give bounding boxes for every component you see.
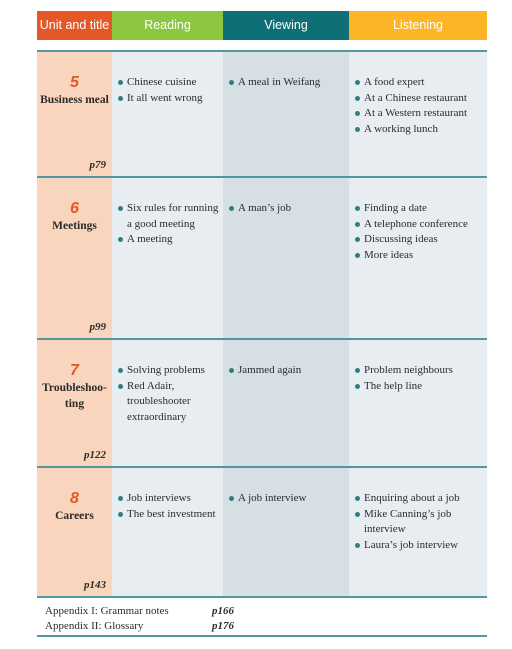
listening-list — [355, 201, 487, 263]
unit-page: p122 — [84, 449, 106, 461]
listening-item: A telephone conference — [355, 217, 487, 233]
reading-item: Red Adair, troubleshooter extraordinary — [118, 379, 223, 426]
unit-cell — [37, 340, 112, 466]
reading-cell — [112, 52, 223, 176]
listening-item: Laura’s job interview — [355, 538, 487, 554]
unit-cell — [37, 52, 112, 176]
viewing-list — [229, 491, 349, 507]
reading-list — [118, 75, 223, 106]
appendix-label: Appendix II: Glossary — [45, 620, 144, 632]
listening-item: At a Western restaurant — [355, 106, 487, 122]
unit-title: Careers — [55, 510, 94, 522]
reading-list — [118, 363, 223, 425]
unit-page: p79 — [89, 159, 106, 171]
unit-page: p143 — [84, 579, 106, 591]
listening-item: Enquiring about a job — [355, 491, 487, 507]
viewing-cell — [223, 178, 349, 338]
reading-list — [118, 201, 223, 248]
viewing-item: Jammed again — [229, 363, 349, 379]
appendix-line — [45, 604, 234, 619]
listening-item: A food expert — [355, 75, 487, 91]
reading-item: Chinese cuisine — [118, 75, 223, 91]
unit-page: p99 — [89, 321, 106, 333]
header-listening: Listening — [349, 11, 487, 40]
viewing-list — [229, 363, 349, 379]
listening-list — [355, 75, 487, 137]
appendix-page: p166 — [212, 605, 234, 617]
listening-item: More ideas — [355, 248, 487, 264]
listening-list — [355, 491, 487, 553]
unit-title: Meetings — [52, 220, 97, 232]
table-header — [37, 11, 487, 40]
appendix-section — [37, 598, 487, 637]
reading-cell — [112, 340, 223, 466]
listening-cell — [349, 52, 487, 176]
appendix-page: p176 — [212, 620, 234, 632]
appendix-line — [45, 619, 234, 634]
unit-row — [37, 178, 487, 340]
listening-item: The help line — [355, 379, 487, 395]
viewing-list — [229, 75, 349, 91]
unit-row — [37, 52, 487, 178]
unit-number: 6 — [70, 200, 79, 217]
reading-item: The best investment — [118, 507, 223, 523]
contents-table — [37, 11, 487, 637]
reading-list — [118, 491, 223, 522]
listening-item: Discussing ideas — [355, 232, 487, 248]
unit-row — [37, 340, 487, 468]
listening-item: Mike Canning’s job interview — [355, 507, 487, 538]
listening-item: Problem neighbours — [355, 363, 487, 379]
viewing-cell — [223, 340, 349, 466]
unit-title: Business meal — [40, 94, 109, 106]
unit-title: Troubleshoo-ting — [42, 382, 107, 410]
reading-item: It all went wrong — [118, 91, 223, 107]
reading-item: Solving problems — [118, 363, 223, 379]
unit-number: 7 — [70, 362, 79, 379]
viewing-list — [229, 201, 349, 217]
reading-item: A meeting — [118, 232, 223, 248]
reading-cell — [112, 468, 223, 596]
header-reading: Reading — [112, 11, 223, 40]
unit-number: 5 — [70, 74, 79, 91]
viewing-item: A man’s job — [229, 201, 349, 217]
viewing-cell — [223, 468, 349, 596]
unit-cell — [37, 468, 112, 596]
reading-cell — [112, 178, 223, 338]
unit-cell — [37, 178, 112, 338]
listening-cell — [349, 178, 487, 338]
header-unit-and-title: Unit and title — [37, 11, 112, 40]
viewing-item: A meal in Weifang — [229, 75, 349, 91]
unit-row — [37, 468, 487, 598]
header-gap — [37, 40, 487, 52]
listening-item: At a Chinese restaurant — [355, 91, 487, 107]
appendix-label: Appendix I: Grammar notes — [45, 605, 169, 617]
listening-item: Finding a date — [355, 201, 487, 217]
header-viewing: Viewing — [223, 11, 349, 40]
listening-cell — [349, 340, 487, 466]
unit-number: 8 — [70, 490, 79, 507]
reading-item: Job interviews — [118, 491, 223, 507]
viewing-cell — [223, 52, 349, 176]
listening-item: A working lunch — [355, 122, 487, 138]
viewing-item: A job interview — [229, 491, 349, 507]
listening-cell — [349, 468, 487, 596]
listening-list — [355, 363, 487, 394]
reading-item: Six rules for running a good meeting — [118, 201, 223, 232]
